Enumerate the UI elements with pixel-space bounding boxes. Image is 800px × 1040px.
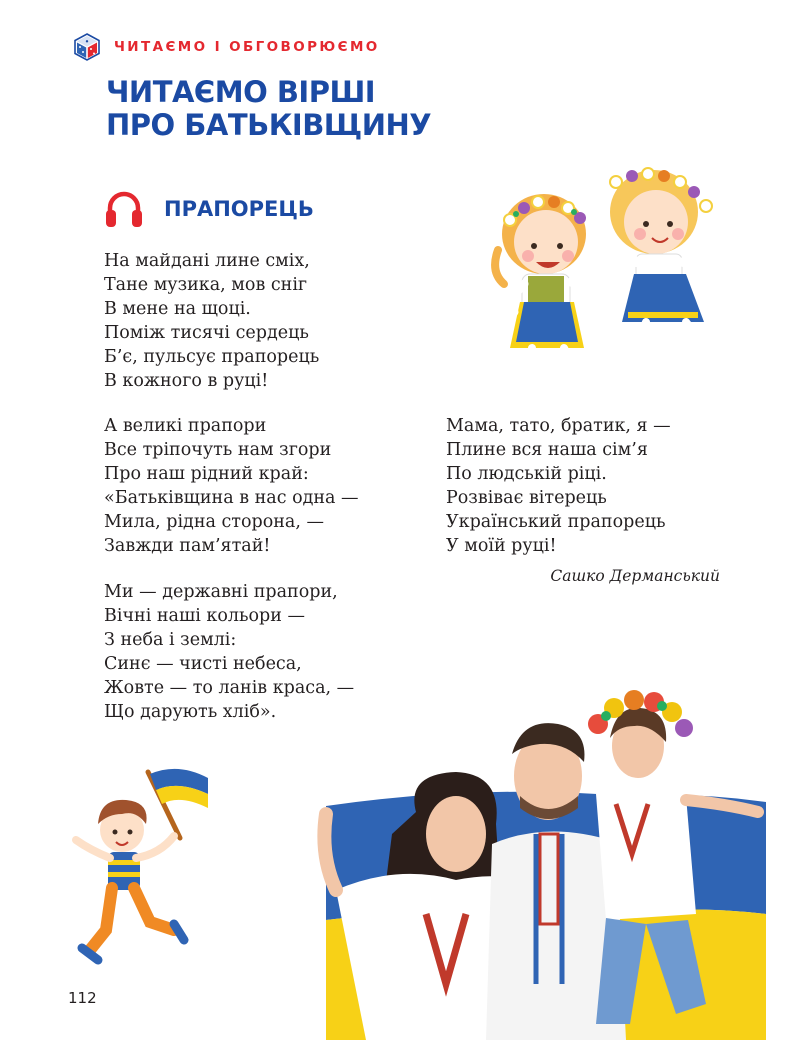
poem-stanza [104, 414, 359, 558]
poem-line: Б’є, пульсує прапорець [104, 347, 320, 367]
poem-line: В кожного в руці! [104, 371, 269, 391]
boy-with-flag-illustration [70, 764, 210, 974]
page-title-line: ЧИТАЄМО ВІРШІ [106, 75, 376, 109]
poem-line: Жовте — то ланів краса, — [104, 678, 355, 698]
poem-line: «Батьківщина в нас одна — [104, 488, 359, 508]
section-label: ЧИТАЄМО І ОБГОВОРЮЄМО [114, 39, 380, 55]
poem-stanza [104, 249, 319, 393]
poem-line: Все тріпочуть нам згори [104, 440, 332, 460]
poem-line: По людській ріці. [446, 464, 607, 484]
poem-title: ПРАПОРЕЦЬ [164, 197, 314, 221]
page-title-line: ПРО БАТЬКІВЩИНУ [106, 108, 432, 142]
poem-line: У моїй руці! [446, 536, 557, 556]
poem-line: Тане музика, мов сніг [104, 275, 308, 295]
poem-line: Вічні наші кольори — [104, 606, 305, 626]
dice-icon [74, 33, 100, 61]
poem-line: На майдані лине сміх, [104, 251, 310, 271]
page-number: 112 [68, 989, 97, 1007]
poem-author: Сашко Дерманський [550, 567, 720, 585]
section-header [74, 33, 380, 61]
page-title [106, 76, 431, 142]
poem-stanza [446, 414, 671, 558]
poem-line: Поміж тисячі сердець [104, 323, 309, 343]
poem-line: Що дарують хліб». [104, 702, 277, 722]
poem-line: В мене на щоці. [104, 299, 251, 319]
poem-line: З неба і землі: [104, 630, 237, 650]
poem-line: Плине вся наша сім’я [446, 440, 648, 460]
poem-header [104, 190, 314, 228]
family-photo [296, 684, 776, 1040]
poem-line: Про наш рідний край: [104, 464, 309, 484]
headphones-icon[interactable] [104, 190, 144, 228]
poem-line: Мама, тато, братик, я — [446, 416, 671, 436]
dancing-girls-illustration [476, 162, 726, 364]
ukraine-flag-icon [150, 769, 208, 808]
poem-line: Ми — державні прапори, [104, 582, 338, 602]
poem-line: Синє — чисті небеса, [104, 654, 302, 674]
poem-line: Розвіває вітерець [446, 488, 607, 508]
poem-line: Завжди пам’ятай! [104, 536, 271, 556]
poem-line: А великі прапори [104, 416, 267, 436]
poem-line: Мила, рідна сторона, — [104, 512, 324, 532]
poem-line: Український прапорець [446, 512, 666, 532]
